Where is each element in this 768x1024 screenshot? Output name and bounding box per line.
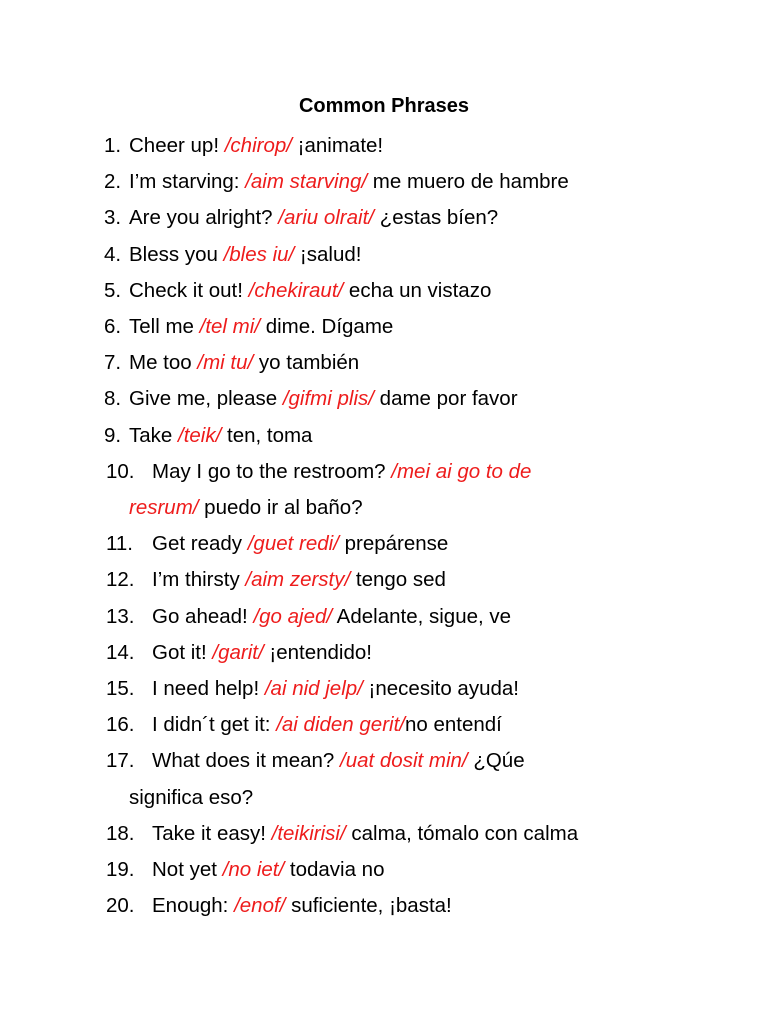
- spanish-translation: dime. Dígame: [260, 315, 394, 339]
- pronunciation: /tel mi/: [199, 315, 261, 339]
- pronunciation: /enof/: [234, 894, 286, 918]
- english-phrase: Are you alright?: [129, 206, 279, 230]
- pronunciation: /ai diden gerit/: [276, 713, 405, 737]
- item-number: 2.: [104, 170, 122, 194]
- page-title: Common Phrases: [298, 95, 470, 117]
- english-phrase: Go ahead!: [152, 604, 254, 628]
- item-number: 20.: [106, 894, 135, 918]
- list-item: [0, 381, 768, 417]
- pronunciation: /chekiraut/: [248, 278, 344, 302]
- list-item: [0, 526, 768, 562]
- list-item: [0, 816, 768, 852]
- item-number: 10.: [106, 459, 135, 483]
- item-number: 12.: [106, 568, 135, 592]
- item-number: 8.: [104, 387, 122, 411]
- pronunciation: /chirop/: [224, 134, 292, 157]
- spanish-translation: ¡salud!: [294, 242, 362, 266]
- item-number: 1.: [104, 134, 122, 157]
- pronunciation: /mi tu/: [197, 351, 254, 375]
- spanish-translation-continued: significa eso?: [129, 785, 254, 809]
- spanish-translation: ¡necesito ayuda!: [362, 677, 519, 701]
- spanish-translation: Adelante, sigue, ve: [332, 604, 512, 628]
- pronunciation: /go ajed/: [253, 604, 333, 628]
- list-item: [0, 671, 768, 707]
- phrase-line: [0, 562, 768, 598]
- pronunciation: /ai nid jelp/: [264, 677, 363, 701]
- item-number: 3.: [104, 206, 122, 230]
- pronunciation: /uat dosit min/: [340, 749, 468, 773]
- english-phrase: I need help!: [152, 677, 265, 701]
- phrase-line: [0, 816, 768, 852]
- pronunciation: /aim zersty/: [245, 568, 351, 592]
- item-number: 14.: [106, 640, 135, 664]
- english-phrase: I’m starving:: [129, 170, 246, 194]
- english-phrase: Get ready: [152, 532, 248, 556]
- pronunciation: /garit/: [212, 640, 264, 664]
- pronunciation: /guet redi/: [247, 532, 339, 556]
- list-item: [0, 200, 768, 236]
- spanish-translation: suficiente, ¡basta!: [285, 894, 452, 918]
- spanish-translation: ¿Qúe: [467, 749, 525, 773]
- item-number: 7.: [104, 351, 122, 375]
- spanish-translation: dame por favor: [373, 387, 518, 411]
- pronunciation: /teikirisi/: [271, 821, 346, 845]
- english-phrase: Me too: [129, 351, 198, 375]
- spanish-translation: me muero de hambre: [367, 170, 569, 194]
- phrase-line: [0, 888, 768, 924]
- list-item: [0, 418, 768, 454]
- phrase-line: [0, 128, 768, 164]
- item-number: 9.: [104, 423, 122, 447]
- pronunciation: /aim starving/: [245, 170, 368, 194]
- english-phrase: Bless you: [129, 242, 224, 266]
- item-number: 18.: [106, 821, 135, 845]
- list-item: [0, 599, 768, 635]
- phrase-line: [0, 599, 768, 635]
- list-item: [0, 237, 768, 273]
- phrase-line: [0, 200, 768, 236]
- english-phrase: What does it mean?: [152, 749, 341, 773]
- spanish-translation: todavia no: [284, 858, 385, 882]
- spanish-translation: ¿estas bíen?: [374, 206, 499, 230]
- list-item: [0, 562, 768, 598]
- list-item: [0, 888, 768, 924]
- phrase-line: [0, 345, 768, 381]
- list-item: [0, 128, 768, 164]
- english-phrase: Take it easy!: [152, 821, 272, 845]
- list-item: [0, 707, 768, 743]
- pronunciation: /bles iu/: [223, 242, 295, 266]
- pronunciation: /no iet/: [222, 858, 285, 882]
- spanish-translation: prepárense: [338, 532, 449, 556]
- item-number: 11.: [106, 532, 133, 556]
- spanish-translation: ten, toma: [221, 423, 313, 447]
- list-item: [0, 345, 768, 381]
- spanish-translation: calma, tómalo con calma: [345, 821, 579, 845]
- english-phrase: Check it out!: [129, 278, 249, 302]
- english-phrase: Take: [129, 423, 178, 447]
- phrase-line: [0, 273, 768, 309]
- phrase-line: [0, 526, 768, 562]
- item-number: 4.: [104, 242, 122, 266]
- english-phrase: I’m thirsty: [152, 568, 246, 592]
- english-phrase: Give me, please: [129, 387, 283, 411]
- phrase-line: [0, 381, 768, 417]
- phrase-line: [0, 635, 768, 671]
- item-number: 13.: [106, 604, 135, 628]
- phrase-line: [0, 237, 768, 273]
- list-item: [0, 743, 768, 815]
- spanish-translation: ¡entendido!: [263, 640, 372, 664]
- english-phrase: Cheer up!: [129, 134, 225, 157]
- list-item: [0, 454, 768, 526]
- english-phrase: Enough:: [152, 894, 235, 918]
- spanish-translation: echa un vistazo: [343, 278, 492, 302]
- pronunciation: /teik/: [178, 423, 222, 447]
- spanish-translation: yo también: [253, 351, 360, 375]
- list-item: [0, 309, 768, 345]
- phrase-line: [0, 852, 768, 888]
- list-item: [0, 852, 768, 888]
- phrase-line: [0, 671, 768, 707]
- phrase-line: [0, 707, 768, 743]
- item-number: 16.: [106, 713, 135, 737]
- spanish-translation: no entendí: [404, 713, 502, 737]
- pronunciation: /ariu olrait/: [278, 206, 374, 230]
- phrase-list: [0, 128, 768, 924]
- english-phrase: Tell me: [129, 315, 200, 339]
- english-phrase: Not yet: [152, 858, 223, 882]
- list-item: [0, 273, 768, 309]
- pronunciation: /mei ai go to de: [391, 459, 532, 483]
- phrase-line: [0, 454, 768, 490]
- item-number: 5.: [104, 278, 122, 302]
- list-item: [0, 164, 768, 200]
- phrase-line: [0, 309, 768, 345]
- item-number: 17.: [106, 749, 135, 773]
- english-phrase: May I go to the restroom?: [152, 459, 392, 483]
- phrase-line: [0, 418, 768, 454]
- phrase-line-continued: [0, 490, 768, 526]
- pronunciation: /gifmi plis/: [282, 387, 374, 411]
- english-phrase: I didn´t get it:: [152, 713, 277, 737]
- item-number: 6.: [104, 315, 122, 339]
- item-number: 19.: [106, 858, 135, 882]
- phrase-line-continued: [0, 780, 768, 816]
- pronunciation-continued: resrum/: [129, 496, 199, 520]
- spanish-translation: ¡animate!: [291, 134, 384, 157]
- phrase-line: [0, 164, 768, 200]
- list-item: [0, 635, 768, 671]
- phrase-line: [0, 743, 768, 779]
- item-number: 15.: [106, 677, 135, 701]
- spanish-translation: tengo sed: [350, 568, 446, 592]
- spanish-translation: puedo ir al baño?: [198, 496, 363, 520]
- english-phrase: Got it!: [152, 640, 213, 664]
